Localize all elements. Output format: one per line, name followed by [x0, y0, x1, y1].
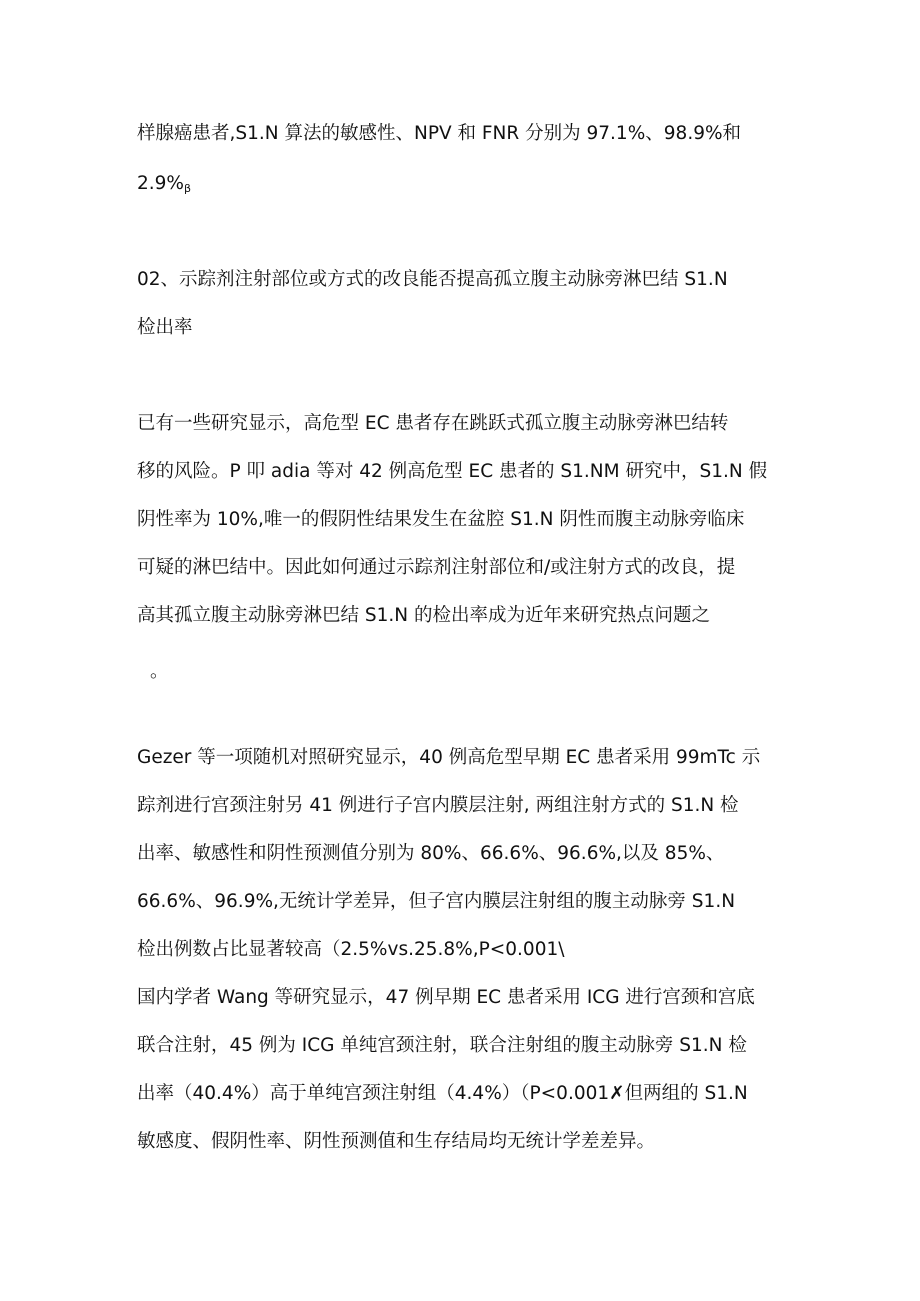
section-heading-line-1: 02、示踪剂注射部位或方式的改良能否提高孤立腹主动脉旁淋巴结 S1.N	[137, 269, 728, 290]
paragraph-4-line-2: 联合注射，45 例为 ICG 单纯宫颈注射，联合注射组的腹主动脉旁 S1.N 检	[137, 1035, 747, 1056]
paragraph-2-line-1: 已有一些研究显示，高危型 EC 患者存在跳跃式孤立腹主动脉旁淋巴结转	[137, 413, 729, 434]
paragraph-1-line-1: 样腺癌患者,S1.N 算法的敏感性、NPV 和 FNR 分别为 97.1%、98.9%和	[137, 123, 742, 144]
paragraph-2-line-5: 高其孤立腹主动脉旁淋巴结 S1.N 的检出率成为近年来研究热点问题之	[137, 605, 710, 626]
paragraph-4-line-4: 敏感度、假阴性率、阴性预测值和生存结局均无统计学差差异。	[137, 1131, 656, 1152]
paragraph-3-line-3: 出率、敏感性和阴性预测值分别为 80%、66.6%、96.6%,以及 85%、	[137, 843, 725, 864]
paragraph-2-line-4: 可疑的淋巴结中。因此如何通过示踪剂注射部位和/或注射方式的改良，提	[137, 557, 736, 578]
paragraph-2-line-6: 。	[150, 661, 169, 682]
paragraph-3-line-1: Gezer 等一项随机对照研究显示，40 例高危型早期 EC 患者采用 99mTc 示	[137, 747, 761, 768]
paragraph-1-line-2	[137, 172, 787, 201]
paragraph-2-line-3: 阴性率为 10%,唯一的假阴性结果发生在盆腔 S1.N 阴性而腹主动脉旁临床	[137, 509, 745, 530]
paragraph-2-line-2: 移的风险。P 叩 adia 等对 42 例高危型 EC 患者的 S1.NM 研究中，S1.N 假	[137, 461, 768, 482]
paragraph-3-line-2: 踪剂进行宫颈注射另 41 例进行子宫内膜层注射, 两组注射方式的 S1.N 检	[137, 795, 739, 816]
paragraph-4-line-3: 出率（40.4%）高于单纯宫颈注射组（4.4%）（P<0.001✗但两组的 S1.N	[137, 1083, 748, 1104]
paragraph-3-line-5: 检出例数占比显著较高（2.5%vs.25.8%,P<0.001\	[137, 939, 565, 960]
section-heading-line-2: 检出率	[137, 317, 193, 338]
beta-subscript: β	[184, 182, 192, 195]
paragraph-1-line-2-text: 2.9%	[137, 173, 184, 194]
paragraph-3-line-4: 66.6%、96.9%,无统计学差异，但子宫内膜层注射组的腹主动脉旁 S1.N	[137, 891, 736, 912]
paragraph-4-line-1: 国内学者 Wang 等研究显示，47 例早期 EC 患者采用 ICG 进行宫颈和宫底	[137, 987, 755, 1008]
